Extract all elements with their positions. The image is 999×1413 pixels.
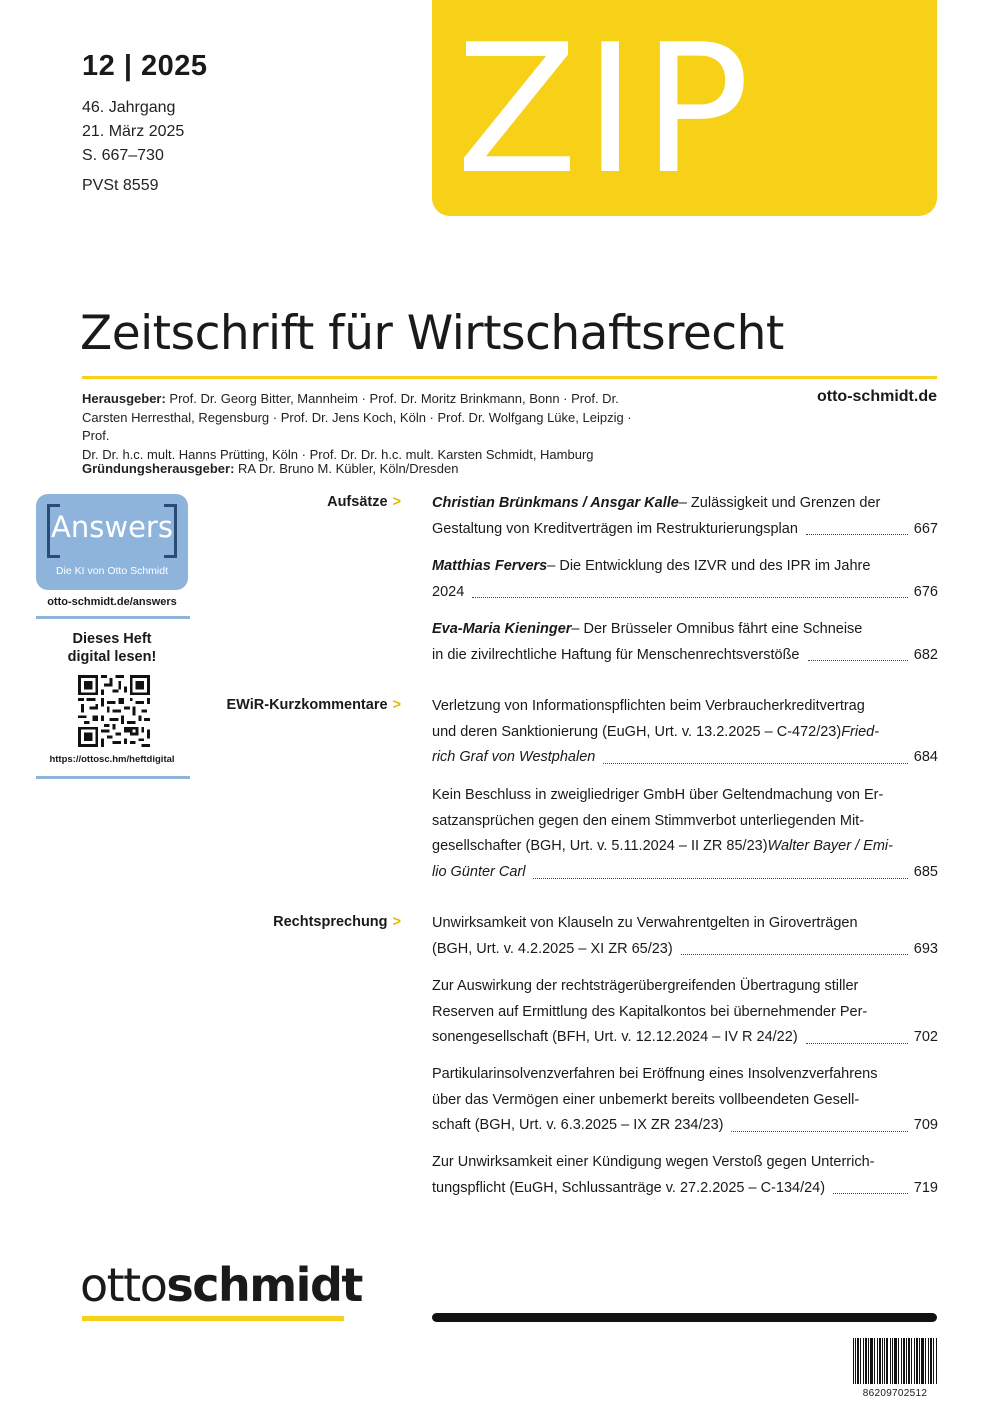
logo-light-part: otto xyxy=(80,1258,167,1312)
entry-text: Reserven auf Ermittlung des Kapitalkontos bei übernehmender Per- xyxy=(432,1003,868,1020)
dot-leader xyxy=(472,580,908,599)
entry-text: sonengesellschaft (BFH, Urt. v. 12.12.2024 – IV R 24/22) xyxy=(432,1029,798,1046)
section-label-aufsaetze xyxy=(327,494,401,510)
chevron-right-icon: > xyxy=(392,494,401,510)
issue-number: 12 | 2025 xyxy=(82,50,208,82)
section-label-ewir xyxy=(227,697,401,713)
toc-entry[interactable] xyxy=(432,1062,938,1139)
issue-meta xyxy=(82,96,184,198)
editors-line-1: Prof. Dr. Georg Bitter, Mannheim · Prof. Dr. Moritz Brinkmann, Bonn · Prof. Dr. xyxy=(165,391,619,406)
barcode-icon xyxy=(853,1338,937,1384)
entry-text: Zur Auswirkung der rechtsträgerübergreifenden Übertragung stiller xyxy=(432,978,859,994)
editors-block xyxy=(82,390,662,464)
chevron-right-icon: > xyxy=(392,697,401,713)
entry-page: 693 xyxy=(913,940,938,957)
entry-page: 667 xyxy=(913,520,938,537)
section-name: Aufsätze xyxy=(327,494,388,510)
entry-text: Partikularinsolvenzverfahren bei Eröffnung eines Insolvenzverfahrens xyxy=(432,1066,878,1082)
digital-read-heading xyxy=(36,630,188,666)
dot-leader xyxy=(731,1113,907,1132)
publisher-link[interactable]: otto-schmidt.de xyxy=(817,388,937,405)
entry-author: lio Günter Carl xyxy=(432,864,526,881)
entry-text: Kein Beschluss in zweigliedriger GmbH über Geltendmachung von Er- xyxy=(432,787,884,803)
pvst-number: PVSt 8559 xyxy=(82,177,159,194)
entry-author: Matthias Fervers xyxy=(432,558,548,574)
entry-page: 685 xyxy=(913,864,938,881)
entry-text: Unwirksamkeit von Klauseln zu Verwahrentgelten in Giroverträgen xyxy=(432,915,858,931)
zip-brand-box xyxy=(432,0,937,216)
answers-link[interactable]: otto-schmidt.de/answers xyxy=(47,596,177,608)
editors-line-2: Carsten Herresthal, Regensburg · Prof. Dr. Jens Koch, Köln · Prof. Dr. Wolfgang Lüke, Leipzig · Prof. xyxy=(82,409,632,443)
editors-line-3: Dr. Dr. h.c. mult. Hanns Prütting, Köln · Prof. Dr. Dr. h.c. mult. Karsten Schmidt, Hamburg xyxy=(82,446,594,462)
entry-page: 702 xyxy=(913,1029,938,1046)
founders-block xyxy=(82,461,458,476)
entry-author: Fried- xyxy=(841,723,880,740)
entry-text: und deren Sanktionierung (EuGH, Urt. v. 13.2.2025 – C-472/23) xyxy=(432,723,842,740)
dot-leader xyxy=(681,937,908,956)
toc-entry[interactable] xyxy=(432,617,938,668)
toc-entry[interactable] xyxy=(432,554,938,605)
entry-page: 682 xyxy=(913,646,938,663)
digital-line-1: Dieses Heft xyxy=(72,631,152,647)
dot-leader xyxy=(603,745,907,764)
answers-promo-card[interactable] xyxy=(36,494,188,590)
title-divider xyxy=(82,376,937,379)
footer-bar xyxy=(432,1313,937,1322)
entry-text: gesellschafter (BGH, Urt. v. 5.11.2024 – II ZR 85/23) xyxy=(432,838,768,855)
entry-page: 719 xyxy=(913,1179,938,1196)
toc-entry[interactable] xyxy=(432,974,938,1051)
toc-entry[interactable] xyxy=(432,911,938,962)
entry-text: tungspflicht (EuGH, Schlussanträge v. 27.2.2025 – C-134/24) xyxy=(432,1179,826,1196)
entry-text: Verletzung von Informationspflichten beim Verbraucherkreditvertrag xyxy=(432,698,865,714)
sidebar-divider-bottom xyxy=(36,776,190,779)
entry-page: 709 xyxy=(913,1117,938,1134)
founders-label: Gründungsherausgeber: xyxy=(82,461,235,476)
entry-author: rich Graf von Westphalen xyxy=(432,749,596,766)
dot-leader xyxy=(806,1025,908,1044)
entry-author: Christian Brünkmans / Ansgar Kalle xyxy=(432,495,679,511)
ottoschmidt-logo xyxy=(80,1258,362,1312)
toc-entry[interactable] xyxy=(432,783,938,886)
entry-text: schaft (BGH, Urt. v. 6.3.2025 – IX ZR 234/23) xyxy=(432,1117,724,1134)
entry-text: Zur Unwirksamkeit einer Kündigung wegen Verstoß gegen Unterrich- xyxy=(432,1154,875,1170)
barcode-number: 86209702512 xyxy=(862,1388,928,1399)
entry-text: (BGH, Urt. v. 4.2.2025 – XI ZR 65/23) xyxy=(432,940,673,957)
entry-text: – Der Brüsseler Omnibus fährt eine Schneise xyxy=(571,621,863,637)
toc-entry[interactable] xyxy=(432,694,938,771)
entry-text: über das Vermögen einer unbemerkt bereits vollbeendeten Gesell- xyxy=(432,1091,860,1108)
digital-line-2: digital lesen! xyxy=(67,649,157,665)
entry-text: – Zulässigkeit und Grenzen der xyxy=(678,495,881,511)
toc-entry[interactable] xyxy=(432,1150,938,1201)
editors-label: Herausgeber: xyxy=(82,391,166,406)
entry-page: 684 xyxy=(913,749,938,766)
issue-date: 21. März 2025 xyxy=(82,123,185,140)
logo-bold-part: schmidt xyxy=(166,1258,362,1312)
qr-code-icon[interactable] xyxy=(77,675,151,747)
founders-value: RA Dr. Bruno M. Kübler, Köln/Dresden xyxy=(234,461,459,476)
section-label-rechtsprechung xyxy=(273,914,401,930)
entry-text: Gestaltung von Kreditverträgen im Restrukturierungsplan xyxy=(432,520,798,537)
entry-author: Eva-Maria Kieninger xyxy=(432,621,572,637)
answers-bracket-frame xyxy=(47,504,177,552)
answers-subtitle: Die KI von Otto Schmidt xyxy=(55,565,169,577)
answers-logo-text: Answers xyxy=(51,510,173,544)
section-name: Rechtsprechung xyxy=(273,914,388,930)
dot-leader xyxy=(808,643,908,662)
dot-leader xyxy=(833,1176,908,1195)
sidebar-divider-top xyxy=(36,616,190,619)
entry-page: 676 xyxy=(913,583,938,600)
entry-text: in die zivilrechtliche Haftung für Menschenrechtsverstöße xyxy=(432,646,800,663)
section-name: EWiR-Kurzkommentare xyxy=(226,697,388,713)
entry-author: Walter Bayer / Emi- xyxy=(767,838,893,855)
entry-text: – Die Entwicklung des IZVR und des IPR im Jahre xyxy=(547,558,871,574)
chevron-right-icon: > xyxy=(392,914,401,930)
volume: 46. Jahrgang xyxy=(82,99,176,116)
toc-entry[interactable] xyxy=(432,491,938,542)
zip-logo: ZIP xyxy=(456,6,756,213)
entry-text: 2024 xyxy=(432,583,465,600)
entry-text: satzansprüchen gegen den einem Stimmverbot unterliegenden Mit- xyxy=(432,812,865,829)
page-range: S. 667–730 xyxy=(82,147,164,164)
journal-title: Zeitschrift für Wirtschaftsrecht xyxy=(80,306,784,361)
logo-underline xyxy=(82,1316,344,1321)
dot-leader xyxy=(806,517,908,536)
digital-link[interactable]: https://ottosc.hm/heftdigital xyxy=(49,754,175,765)
dot-leader xyxy=(533,860,907,879)
